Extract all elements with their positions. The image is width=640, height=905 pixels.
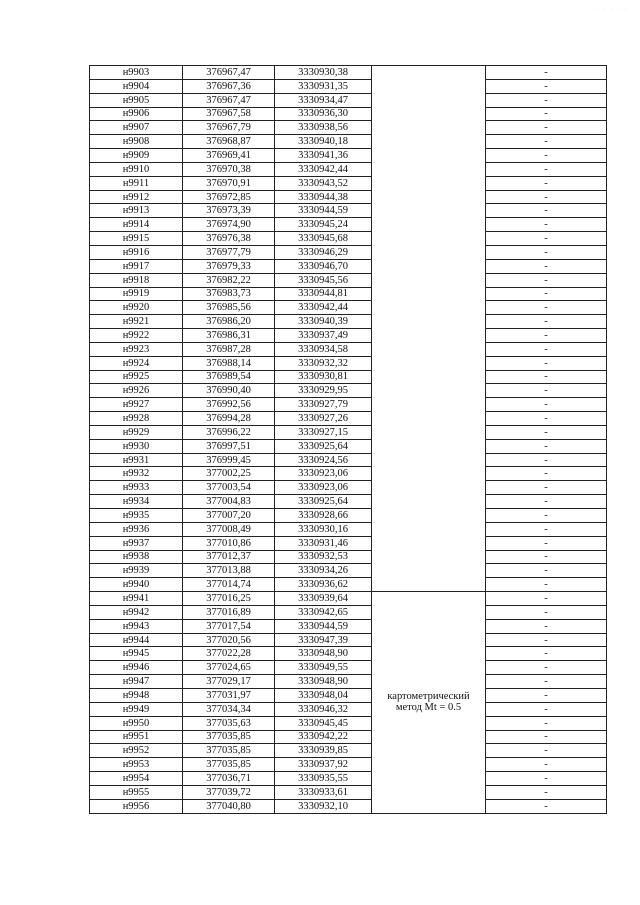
table-row (90, 495, 607, 509)
y-coordinate-cell: 3330939,85 (275, 744, 372, 758)
table-row (90, 661, 607, 675)
y-coordinate-cell: 3330944,59 (275, 619, 372, 633)
point-id-cell: н9934 (90, 495, 183, 509)
description-cell: - (486, 661, 607, 675)
point-id-cell: н9948 (90, 688, 183, 702)
table-row (90, 564, 607, 578)
description-cell: - (486, 301, 607, 315)
x-coordinate-cell: 377040,80 (183, 799, 275, 813)
y-coordinate-cell: 3330924,56 (275, 453, 372, 467)
y-coordinate-cell: 3330937,92 (275, 758, 372, 772)
point-id-cell: н9956 (90, 799, 183, 813)
description-cell: - (486, 66, 607, 80)
description-cell: - (486, 592, 607, 606)
y-coordinate-cell: 3330933,61 (275, 785, 372, 799)
x-coordinate-cell: 377016,25 (183, 592, 275, 606)
description-cell: - (486, 578, 607, 592)
table-row (90, 772, 607, 786)
description-cell: - (486, 481, 607, 495)
point-id-cell: н9914 (90, 218, 183, 232)
coordinates-table (89, 65, 607, 814)
table-row (90, 232, 607, 246)
description-cell: - (486, 522, 607, 536)
description-cell: - (486, 370, 607, 384)
description-cell: - (486, 633, 607, 647)
y-coordinate-cell: 3330939,64 (275, 592, 372, 606)
point-id-cell: н9923 (90, 342, 183, 356)
point-id-cell: н9942 (90, 605, 183, 619)
x-coordinate-cell: 377014,74 (183, 578, 275, 592)
table-row (90, 467, 607, 481)
point-id-cell: н9944 (90, 633, 183, 647)
description-cell: - (486, 287, 607, 301)
table-row (90, 744, 607, 758)
description-cell: - (486, 398, 607, 412)
table-row (90, 785, 607, 799)
x-coordinate-cell: 376987,28 (183, 342, 275, 356)
table-row (90, 245, 607, 259)
method-cell (372, 592, 486, 814)
y-coordinate-cell: 3330936,30 (275, 107, 372, 121)
y-coordinate-cell: 3330942,44 (275, 301, 372, 315)
x-coordinate-cell: 377004,83 (183, 495, 275, 509)
x-coordinate-cell: 377012,37 (183, 550, 275, 564)
x-coordinate-cell: 376992,56 (183, 398, 275, 412)
x-coordinate-cell: 377020,56 (183, 633, 275, 647)
table-row (90, 342, 607, 356)
point-id-cell: н9947 (90, 675, 183, 689)
point-id-cell: н9906 (90, 107, 183, 121)
x-coordinate-cell: 377035,85 (183, 758, 275, 772)
y-coordinate-cell: 3330927,79 (275, 398, 372, 412)
x-coordinate-cell: 377002,25 (183, 467, 275, 481)
point-id-cell: н9913 (90, 204, 183, 218)
y-coordinate-cell: 3330932,53 (275, 550, 372, 564)
y-coordinate-cell: 3330945,24 (275, 218, 372, 232)
point-id-cell: н9925 (90, 370, 183, 384)
description-cell: - (486, 495, 607, 509)
description-cell: - (486, 384, 607, 398)
point-id-cell: н9927 (90, 398, 183, 412)
x-coordinate-cell: 376983,73 (183, 287, 275, 301)
table-row (90, 204, 607, 218)
description-cell: - (486, 564, 607, 578)
x-coordinate-cell: 376967,47 (183, 66, 275, 80)
description-cell: - (486, 785, 607, 799)
x-coordinate-cell: 376972,85 (183, 190, 275, 204)
x-coordinate-cell: 377035,63 (183, 716, 275, 730)
y-coordinate-cell: 3330940,39 (275, 315, 372, 329)
point-id-cell: н9951 (90, 730, 183, 744)
description-cell: - (486, 204, 607, 218)
y-coordinate-cell: 3330929,95 (275, 384, 372, 398)
description-cell: - (486, 162, 607, 176)
x-coordinate-cell: 377024,65 (183, 661, 275, 675)
y-coordinate-cell: 3330934,58 (275, 342, 372, 356)
page-mark: . . . . . (596, 6, 628, 12)
table-row (90, 412, 607, 426)
x-coordinate-cell: 376973,39 (183, 204, 275, 218)
y-coordinate-cell: 3330942,22 (275, 730, 372, 744)
description-cell: - (486, 439, 607, 453)
table-row (90, 273, 607, 287)
y-coordinate-cell: 3330930,38 (275, 66, 372, 80)
x-coordinate-cell: 376967,47 (183, 93, 275, 107)
x-coordinate-cell: 377013,88 (183, 564, 275, 578)
point-id-cell: н9909 (90, 149, 183, 163)
y-coordinate-cell: 3330925,64 (275, 439, 372, 453)
y-coordinate-cell: 3330927,15 (275, 425, 372, 439)
y-coordinate-cell: 3330943,52 (275, 176, 372, 190)
table-row (90, 287, 607, 301)
description-cell: - (486, 176, 607, 190)
table-row (90, 592, 607, 606)
description-cell: - (486, 273, 607, 287)
description-cell: - (486, 356, 607, 370)
description-cell: - (486, 688, 607, 702)
table-row (90, 135, 607, 149)
point-id-cell: н9936 (90, 522, 183, 536)
y-coordinate-cell: 3330946,32 (275, 702, 372, 716)
description-cell: - (486, 536, 607, 550)
description-cell: - (486, 716, 607, 730)
method-cell-empty (372, 66, 486, 592)
point-id-cell: н9924 (90, 356, 183, 370)
description-cell: - (486, 619, 607, 633)
description-cell: - (486, 245, 607, 259)
table-row (90, 329, 607, 343)
point-id-cell: н9918 (90, 273, 183, 287)
point-id-cell: н9915 (90, 232, 183, 246)
point-id-cell: н9911 (90, 176, 183, 190)
x-coordinate-cell: 377016,89 (183, 605, 275, 619)
y-coordinate-cell: 3330930,81 (275, 370, 372, 384)
table-row (90, 509, 607, 523)
table-row (90, 107, 607, 121)
description-cell: - (486, 121, 607, 135)
y-coordinate-cell: 3330949,55 (275, 661, 372, 675)
description-cell: - (486, 149, 607, 163)
description-cell: - (486, 467, 607, 481)
y-coordinate-cell: 3330931,35 (275, 79, 372, 93)
point-id-cell: н9921 (90, 315, 183, 329)
table-row (90, 578, 607, 592)
table-row (90, 384, 607, 398)
point-id-cell: н9930 (90, 439, 183, 453)
point-id-cell: н9912 (90, 190, 183, 204)
x-coordinate-cell: 376996,22 (183, 425, 275, 439)
x-coordinate-cell: 377034,34 (183, 702, 275, 716)
x-coordinate-cell: 376968,87 (183, 135, 275, 149)
table-row (90, 675, 607, 689)
point-id-cell: н9916 (90, 245, 183, 259)
y-coordinate-cell: 3330930,16 (275, 522, 372, 536)
x-coordinate-cell: 377029,17 (183, 675, 275, 689)
y-coordinate-cell: 3330948,04 (275, 688, 372, 702)
table-row (90, 522, 607, 536)
description-cell: - (486, 509, 607, 523)
table-row (90, 218, 607, 232)
coordinates-table-body (90, 66, 607, 814)
description-cell: - (486, 730, 607, 744)
y-coordinate-cell: 3330938,56 (275, 121, 372, 135)
x-coordinate-cell: 377003,54 (183, 481, 275, 495)
table-row (90, 633, 607, 647)
x-coordinate-cell: 376976,38 (183, 232, 275, 246)
x-coordinate-cell: 376999,45 (183, 453, 275, 467)
y-coordinate-cell: 3330937,49 (275, 329, 372, 343)
point-id-cell: н9929 (90, 425, 183, 439)
point-id-cell: н9933 (90, 481, 183, 495)
y-coordinate-cell: 3330942,65 (275, 605, 372, 619)
y-coordinate-cell: 3330948,90 (275, 675, 372, 689)
point-id-cell: н9910 (90, 162, 183, 176)
description-cell: - (486, 135, 607, 149)
x-coordinate-cell: 376990,40 (183, 384, 275, 398)
table-row (90, 758, 607, 772)
table-row (90, 702, 607, 716)
point-id-cell: н9932 (90, 467, 183, 481)
description-cell: - (486, 772, 607, 786)
point-id-cell: н9903 (90, 66, 183, 80)
table-row (90, 149, 607, 163)
point-id-cell: н9943 (90, 619, 183, 633)
table-row (90, 66, 607, 80)
y-coordinate-cell: 3330945,56 (275, 273, 372, 287)
point-id-cell: н9938 (90, 550, 183, 564)
x-coordinate-cell: 376967,58 (183, 107, 275, 121)
description-cell: - (486, 232, 607, 246)
point-id-cell: н9922 (90, 329, 183, 343)
x-coordinate-cell: 376986,31 (183, 329, 275, 343)
y-coordinate-cell: 3330947,39 (275, 633, 372, 647)
y-coordinate-cell: 3330942,44 (275, 162, 372, 176)
table-row (90, 647, 607, 661)
x-coordinate-cell: 377008,49 (183, 522, 275, 536)
description-cell: - (486, 315, 607, 329)
description-cell: - (486, 647, 607, 661)
x-coordinate-cell: 376970,91 (183, 176, 275, 190)
table-row (90, 121, 607, 135)
point-id-cell: н9952 (90, 744, 183, 758)
point-id-cell: н9954 (90, 772, 183, 786)
point-id-cell: н9935 (90, 509, 183, 523)
x-coordinate-cell: 376994,28 (183, 412, 275, 426)
table-row (90, 799, 607, 813)
table-row (90, 619, 607, 633)
description-cell: - (486, 259, 607, 273)
x-coordinate-cell: 376985,56 (183, 301, 275, 315)
table-row (90, 605, 607, 619)
point-id-cell: н9908 (90, 135, 183, 149)
x-coordinate-cell: 376989,54 (183, 370, 275, 384)
x-coordinate-cell: 376986,20 (183, 315, 275, 329)
description-cell: - (486, 605, 607, 619)
point-id-cell: н9904 (90, 79, 183, 93)
x-coordinate-cell: 377007,20 (183, 509, 275, 523)
table-row (90, 716, 607, 730)
x-coordinate-cell: 376997,51 (183, 439, 275, 453)
point-id-cell: н9940 (90, 578, 183, 592)
y-coordinate-cell: 3330923,06 (275, 467, 372, 481)
table-row (90, 190, 607, 204)
y-coordinate-cell: 3330948,90 (275, 647, 372, 661)
point-id-cell: н9939 (90, 564, 183, 578)
table-row (90, 481, 607, 495)
x-coordinate-cell: 376967,79 (183, 121, 275, 135)
table-row (90, 453, 607, 467)
description-cell: - (486, 550, 607, 564)
point-id-cell: н9946 (90, 661, 183, 675)
table-row (90, 315, 607, 329)
y-coordinate-cell: 3330944,81 (275, 287, 372, 301)
point-id-cell: н9928 (90, 412, 183, 426)
y-coordinate-cell: 3330928,66 (275, 509, 372, 523)
y-coordinate-cell: 3330932,10 (275, 799, 372, 813)
description-cell: - (486, 425, 607, 439)
table-row (90, 259, 607, 273)
point-id-cell: н9926 (90, 384, 183, 398)
x-coordinate-cell: 376967,36 (183, 79, 275, 93)
x-coordinate-cell: 377017,54 (183, 619, 275, 633)
description-cell: - (486, 329, 607, 343)
y-coordinate-cell: 3330936,62 (275, 578, 372, 592)
table-row (90, 439, 607, 453)
y-coordinate-cell: 3330941,36 (275, 149, 372, 163)
y-coordinate-cell: 3330944,38 (275, 190, 372, 204)
method-line-2: метод Mt = 0.5 (395, 702, 462, 714)
x-coordinate-cell: 376970,38 (183, 162, 275, 176)
x-coordinate-cell: 376982,22 (183, 273, 275, 287)
point-id-cell: н9941 (90, 592, 183, 606)
y-coordinate-cell: 3330927,26 (275, 412, 372, 426)
table-row (90, 93, 607, 107)
y-coordinate-cell: 3330935,55 (275, 772, 372, 786)
y-coordinate-cell: 3330925,64 (275, 495, 372, 509)
table-row (90, 688, 607, 702)
x-coordinate-cell: 377039,72 (183, 785, 275, 799)
table-row (90, 162, 607, 176)
point-id-cell: н9955 (90, 785, 183, 799)
point-id-cell: н9931 (90, 453, 183, 467)
description-cell: - (486, 744, 607, 758)
table-row (90, 356, 607, 370)
table-row (90, 536, 607, 550)
point-id-cell: н9920 (90, 301, 183, 315)
y-coordinate-cell: 3330940,18 (275, 135, 372, 149)
point-id-cell: н9905 (90, 93, 183, 107)
table-row (90, 301, 607, 315)
point-id-cell: н9950 (90, 716, 183, 730)
table-row (90, 550, 607, 564)
x-coordinate-cell: 377022,28 (183, 647, 275, 661)
x-coordinate-cell: 376977,79 (183, 245, 275, 259)
description-cell: - (486, 675, 607, 689)
point-id-cell: н9917 (90, 259, 183, 273)
y-coordinate-cell: 3330923,06 (275, 481, 372, 495)
table-row (90, 176, 607, 190)
y-coordinate-cell: 3330934,47 (275, 93, 372, 107)
x-coordinate-cell: 376974,90 (183, 218, 275, 232)
y-coordinate-cell: 3330944,59 (275, 204, 372, 218)
description-cell: - (486, 799, 607, 813)
description-cell: - (486, 702, 607, 716)
x-coordinate-cell: 377010,86 (183, 536, 275, 550)
point-id-cell: н9945 (90, 647, 183, 661)
method-line-1: картометрический (387, 691, 470, 703)
description-cell: - (486, 218, 607, 232)
description-cell: - (486, 93, 607, 107)
point-id-cell: н9953 (90, 758, 183, 772)
description-cell: - (486, 79, 607, 93)
point-id-cell: н9937 (90, 536, 183, 550)
x-coordinate-cell: 377035,85 (183, 730, 275, 744)
y-coordinate-cell: 3330945,68 (275, 232, 372, 246)
x-coordinate-cell: 377031,97 (183, 688, 275, 702)
table-row (90, 425, 607, 439)
y-coordinate-cell: 3330932,32 (275, 356, 372, 370)
x-coordinate-cell: 377036,71 (183, 772, 275, 786)
description-cell: - (486, 342, 607, 356)
table-row (90, 370, 607, 384)
point-id-cell: н9949 (90, 702, 183, 716)
x-coordinate-cell: 376969,41 (183, 149, 275, 163)
description-cell: - (486, 190, 607, 204)
y-coordinate-cell: 3330946,29 (275, 245, 372, 259)
y-coordinate-cell: 3330945,45 (275, 716, 372, 730)
y-coordinate-cell: 3330934,26 (275, 564, 372, 578)
point-id-cell: н9907 (90, 121, 183, 135)
table-row (90, 730, 607, 744)
y-coordinate-cell: 3330946,70 (275, 259, 372, 273)
y-coordinate-cell: 3330931,46 (275, 536, 372, 550)
x-coordinate-cell: 376979,33 (183, 259, 275, 273)
table-row (90, 79, 607, 93)
description-cell: - (486, 453, 607, 467)
description-cell: - (486, 107, 607, 121)
description-cell: - (486, 758, 607, 772)
x-coordinate-cell: 377035,85 (183, 744, 275, 758)
point-id-cell: н9919 (90, 287, 183, 301)
table-row (90, 398, 607, 412)
description-cell: - (486, 412, 607, 426)
x-coordinate-cell: 376988,14 (183, 356, 275, 370)
